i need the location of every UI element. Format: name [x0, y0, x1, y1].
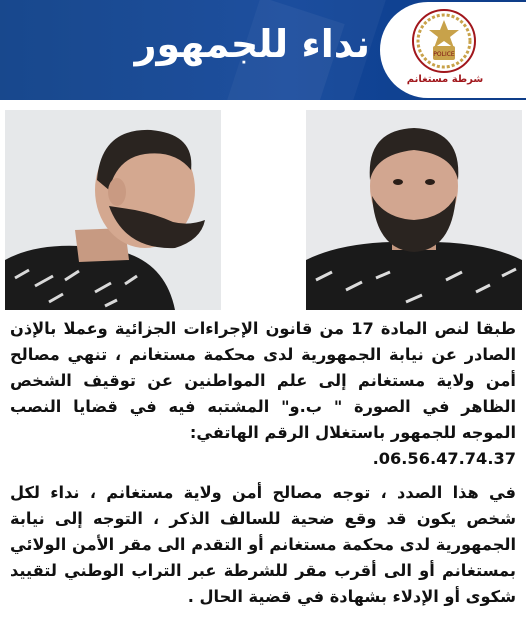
notice-paragraph-2: [10, 480, 516, 610]
phone-number: .06.56.47.74.37: [372, 449, 516, 468]
appeal-text: في هذا الصدد ، توجه مصالح أمن ولاية مستغانم ، نداء لكل شخص يكون قد وقع ضحية للسالف الذكر ، التوجه إلى نيابة الجمهورية لدى محكمة مستغانم أو التقدم الى مقر الأمن الولائي بمستغانم أو الى أقرب مقر للشرطة عبر التراب الوطني لتقييد شكوى أو الإدلاء بشهادة في قضية الحال .: [10, 483, 516, 606]
emblem-text: POLICE: [433, 51, 455, 58]
profile-photo: [5, 110, 221, 310]
front-photo: [306, 110, 522, 310]
notice-paragraph-1: [10, 316, 516, 472]
police-emblem-icon: [411, 8, 477, 74]
notice-text: طبقا لنص المادة 17 من قانون الإجراءات الجزائية وعملا بالإذن الصادر عن نيابة الجمهورية لدى محكمة مستغانم ، تنهي مصالح أمن ولاية مستغانم إلى علم المواطنين عن توقيف الشخص الظاهر في الصورة " ب.و" المشتبه فيه في قضايا النصب الموجه للجمهور باستغلال الرقم الهاتفي:: [10, 319, 516, 442]
page-title: نداء للجمهور: [134, 22, 370, 66]
logo-caption: شرطة مستغانم: [406, 74, 484, 85]
profile-photo-drawing: [5, 110, 221, 310]
front-photo-drawing: [306, 110, 522, 310]
header-banner: [0, 0, 526, 100]
